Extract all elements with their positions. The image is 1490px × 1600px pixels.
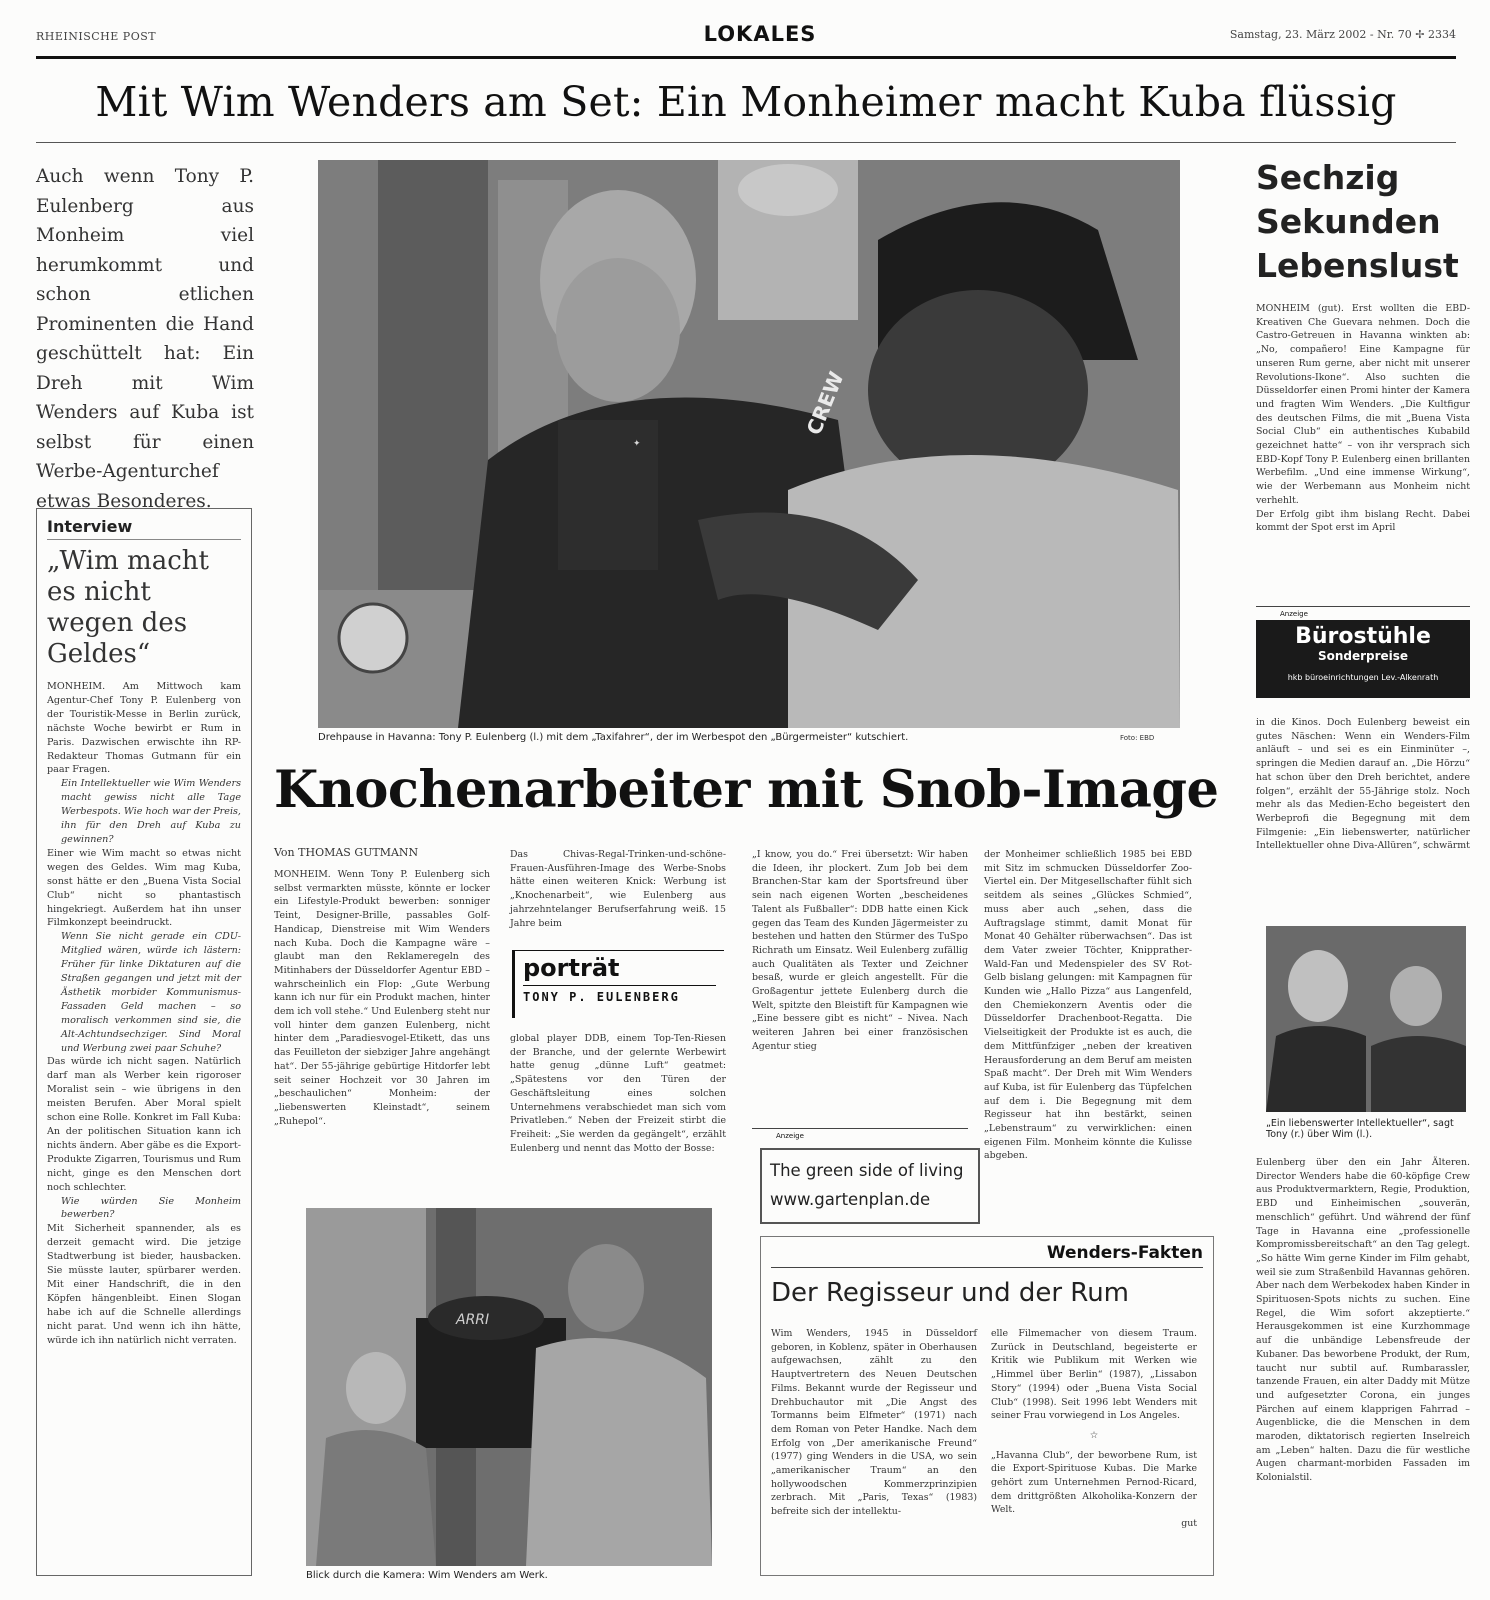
article-column-2-continued: global player DDB, einem Top-Ten-Riesen der Branche, und der gelernte Werbewirt hatte genug „dünne Luft“ geatmet: „Spätestens vor den Türen der Geschäftsleitung eines solchen Unternehmens verabschiedet man sich vom Privatleben.“ Neben der Freizeit stirbt die Freiheit: „Sie werden da gegängelt“, erzählt Eulenberg und nennt das Motto der Bosse: [510, 1033, 726, 1154]
interview-tag: Interview [47, 517, 241, 540]
camera-photo [306, 1208, 712, 1566]
interview-question: Wie würden Sie Monheim bewerben? [61, 1195, 241, 1221]
gartenplan-ad[interactable] [760, 1148, 980, 1224]
main-photo-illustration [318, 160, 1180, 728]
portrait-rule [523, 985, 716, 986]
sidebar-paragraph-1 [1256, 302, 1470, 535]
portrait-name: TONY P. EULENBERG [523, 990, 680, 1004]
wenders-facts-box [760, 1236, 1214, 1576]
article-headline: Knochenarbeiter mit Snob-Image [274, 760, 1219, 820]
interview-paragraph: MONHEIM. Am Mittwoch kam Agentur-Chef Tony P. Eulenberg von der Touristik-Messe in Berlin zurück, nächste Woche bewirbt er Rum in Paris. Dazwischen erwischte ihn RP-Redakteur Thomas Gutmann für ein paar Fragen. [47, 681, 241, 776]
interview-answer: Das würde ich nicht sagen. Natürlich darf man als Werber kein rigoroser Moralist sein – wie übrigens in den meisten Berufen. Aber Moral spielt schon eine Rolle. Konkret im Fall Kuba: An der politischen Situation kann ich nichts ändern. Aber gäbe es die Export-Produkte Zigarren, Tourismus und Rum nicht, ginge es den Menschen dort noch schlechter. [47, 1056, 241, 1193]
sidebar-paragraph-2: in die Kinos. Doch Eulenberg beweist ein gutes Näschen: Wenn ein Wenders-Film anläuft – und sei es ein Einminüter –, springen die Medien darauf an. „Die Hörzu“ hat schon über den Dreh berichtet, andere folgen“, erzählt der 55-Jährige stolz. Noch mehr als das Medien-Echo begeistert den Werbeprofi die Begegnung mit dem Filmgenie: „Ein liebenswerter, natürlicher Intellektueller ohne Diva-Allüren“, schwärmt [1256, 717, 1470, 852]
sidebar-photo-caption: „Ein liebenswerter Intellektueller“, sagt Tony (r.) über Wim (l.). [1266, 1118, 1454, 1140]
crew-shirt-text: CREW [801, 368, 849, 439]
article-column-2: Das Chivas-Regal-Trinken-und-schöne-Frauen-Ausführen-Image des Werbe-Snobs hätte einen weiteren Knick: Werbung ist „Knochenarbeit“, wie Eulenberg aus jahrzehntelanger Berufserfahrung weiß. 15 Jahre beim [510, 849, 726, 929]
sidebar-text: MONHEIM (gut). Erst wollten die EBD-Kreativen Che Guevara nehmen. Doch die Castro-Getreuen in Havanna winkten ab: „No, compañero! Eine Kampagne für unseren Rum gerne, aber nicht mit unserer Revolutions-Ikone“. Also suchten die Düsseldorfer einen Promi hinter der Kamera und fragten Wim Wenders. „Die Kultfigur des deutschen Films, die mit „Buena Vista Social Club“ ein authentisches Kubabild gezeichnet hatte“ – von ihr versprach sich EBD-Kopf Tony P. Eulenberg einen brillanten Werbefilm. „Und eine immense Wirkung“, wie der Werbemann aus Monheim nicht verhehlt. [1256, 303, 1470, 506]
lead-paragraph: Auch wenn Tony P. Eulenberg aus Monheim viel herumkommt und schon etlichen Prominenten die Hand geschüttelt hat: Ein Dreh mit Wim Wenders auf Kuba ist selbst für einen Werbe-Agenturchef etwas Besonderes. [36, 166, 254, 512]
section-title: LOKALES [703, 22, 817, 46]
interview-answer: Einer wie Wim macht so etwas nicht wegen des Geldes. Wim mag Kuba, sonst hätte er den „Buena Vista Social Club“ nicht so phantastisch hingekriegt. Außerdem hat ihn unser Filmkonzept beeindruckt. [47, 847, 241, 929]
ad-label: Anzeige [772, 1132, 808, 1140]
sidebar-ad-divider [1256, 606, 1470, 618]
portrait-box [512, 950, 724, 1018]
interview-body [47, 680, 241, 1348]
facts-text: elle Filmemacher von diesem Traum. Zurück in Deutschland, begeisterte er Kritik wie Publikum mit Werken wie „Himmel über Berlin“ (1987), „Lissabon Story“ (1994) oder „Buena Vista Social Club“ (1998). Seit 1996 lebt Wenders mit seiner Frau vorwiegend in Los Angeles. [991, 1328, 1197, 1422]
interview-title: „Wim macht es nicht wegen des Geldes“ [47, 546, 209, 669]
sidebar-photo [1266, 926, 1466, 1112]
star-icon: ☆ [1089, 1429, 1099, 1441]
camera-brand: ARRI [456, 1312, 490, 1328]
interview-box [36, 508, 252, 1576]
facts-tag: Wenders-Fakten [771, 1237, 1203, 1268]
sidebar-photo-illustration [1266, 926, 1466, 1112]
ad-line-2: www.gartenplan.de [770, 1190, 931, 1209]
interview-question: Wenn Sie nicht gerade ein CDU-Mitglied wären, würde ich lästern: Früher für linke Diktaturen auf die Straßen gegangen und jetzt mit der Ästhetik morbider Kommunismus-Fassaden Geld machen – so moralisch verkommen sind sie, die Alt-Achtundsechziger. Sind Moral und Werbung zwei paar Schuhe? [61, 931, 241, 1054]
header-rule [36, 56, 1456, 59]
ad-subtitle: Sonderpreise [1317, 649, 1409, 663]
ad-title: Bürostühle [1295, 624, 1431, 649]
buerostuehle-ad[interactable] [1256, 620, 1470, 698]
sidebar-ad-label: Anzeige [1276, 610, 1312, 618]
facts-column-2 [991, 1327, 1197, 1531]
sidebar-text: Der Erfolg gibt ihm bislang Recht. Dabei kommt der Spot erst im April [1256, 508, 1470, 534]
sidebar-headline: Sechzig Sekunden Lebenslust [1256, 158, 1459, 285]
facts-column-1: Wim Wenders, 1945 in Düsseldorf geboren, in Koblenz, später in Oberhausen aufgewachsen, zählt zu den Hauptvertretern des Neuen Deutschen Films. Bekannt wurde der Regisseur und Drehbuchautor mit „Die Angst des Tormanns beim Elfmeter“ (1971) nach dem Roman von Peter Handke. Nach dem Erfolg von „Der amerikanische Freund“ (1977) ging Wenders in die USA, wo sein „amerikanischer Traum“ an den hollywoodschen Kommerzprinzipien zerbrach. Mit „Paris, Texas“ (1983) befreite sich der intellektu- [771, 1328, 977, 1518]
facts-text-rum: „Havanna Club“, der beworbene Rum, ist die Export-Spirituose Kubas. Die Marke gehört zum Unternehmen Pernod-Ricard, dem drittgrößten Alkoholika-Konzern der Welt. [991, 1449, 1197, 1516]
article-column-3: „I know, you do.“ Frei übersetzt: Wir haben die Ideen, ihr plockert. Zum Job bei dem Branchen-Star kam der Sportsfreund über sein nach eigenen Worten „bescheidenes Talent als Fußballer“: DDB hatte einen Kick gegen das Team des Kunden Jägermeister zu bestehen und hatten den Stürmer des TuSpo Richrath um Einsatz. Weil Eulenberg zufällig auch Qualitäten als Texter und Zeichner besaß, wurde er gleich angestellt. Für die Großagentur jettete Eulenberg durch die Welt, spitzte den Bleistift für Kampagnen wie „Eine bessere gibt es nicht“ – Nivea. Nach weiteren Jahren bei einer französischen Agentur stieg [752, 849, 968, 1052]
article-column-4: der Monheimer schließlich 1985 bei EBD mit Sitz im schmucken Düsseldorfer Zoo-Viertel ein. Der Mitgesellschafter fühlt sich seitdem als seines „Glückes Schmied“, muss aber auch „sehen, dass die Auftragslage stimmt, damit Monat für Monat 40 Gehälter rüberwachsen“. Das ist dem Vater zweier Töchter, Knipprather-Wald-Fan und Medenspieler des SV Rot-Gelb bislang gelungen: mit Kampagnen für Kunden wie „Hallo Pizza“ aus Langenfeld, den Chemiekonzern Aventis oder die Düsseldorfer Drachenboot-Regatta. Die Vielseitigkeit der Produkte ist es auch, die dem Mittfünfziger „neben der kreativen Herausforderung an dem Beruf am meisten Spaß macht“. Der Dreh mit Wim Wenders auf Kuba, ist für Eulenberg das Tüpfelchen auf dem i. Die Begegnung mit dem Regisseur hat ihn bestärkt, seinen „Lebenstraum“ zu verwirklichen: einen eigenen Film. Monheim könnte die Kulisse abgeben. [984, 849, 1192, 1162]
headline-rule [36, 142, 1456, 143]
facts-signature: gut [1181, 1518, 1197, 1530]
main-photo-caption: Drehpause in Havanna: Tony P. Eulenberg (l.) mit dem „Taxifahrer“, der im Werbespot den „Bürgermeister“ kutschiert. [318, 732, 909, 743]
main-photo [318, 160, 1180, 728]
sidebar-paragraph-3: Eulenberg über den ein Jahr Älteren. Director Wenders habe die 60-köpfige Crew aus Produktvermarktern, Regie, Produktion, EBD und Einheimischen „souverän, menschlich“ geführt. Und während der fünf Tage in Havanna eine „professionelle Kompromissbereitschaft“ an den Tag gelegt. „So hätte Wim gerne Kinder im Film gehabt, weil sie zum Straßenbild Havannas gehören. Aber nach dem Werbekodex haben Kinder in Spirituosen-Spots nichts zu suchen. Eine Regel, die Wim sofort akzeptierte.“ Herausgekommen ist eine Kurzhommage auf die unbändige Lebensfreude der Kubaner. Das beworbene Produkt, der Rum, taucht nur subtil auf. Rumbarassler, tanzende Frauen, ein alter Daddy mit Mütze und aufgesetzter Corona, ein junges Pärchen auf einem klapprigen Fahrrad – Augenblicke, die die Menschen in dem maroden, diktatorisch regierten Inselreich am „Leben“ halten. Dazu die für westliche Augen charmant-morbiden Fassaden im Kolonialstil. [1256, 1157, 1470, 1484]
ad-footer: hkb büroeinrichtungen Lev.-Alkenrath [1287, 673, 1439, 682]
dateline: Samstag, 23. März 2002 - Nr. 70 ✢ 2334 [1229, 28, 1456, 41]
ad-line-1: The green side of living [770, 1161, 964, 1180]
byline: Von THOMAS GUTMANN [274, 846, 419, 859]
article-column-1: MONHEIM. Wenn Tony P. Eulenberg sich selbst vermarkten müsste, könnte er locker ein Lifestyle-Produkt bewerben: sonniger Teint, Designer-Brille, passables Golf-Handicap, Dienstreise mit Wim Wenders nach Kuba. Doch die Kampagne wäre – glaubt man den Reklameregeln des Mitinhabers der Düsseldorfer Agentur EBD – wahrscheinlich ein Flop: „Gute Werbung kann ich nur für ein Produkt machen, hinter dem ich voll stehe.“ Und Eulenberg steht nur voll hinter dem ganzen Eulenberg, nicht hinter dem „Paradiesvogel-Etikett, das uns das Feuilleton der siebziger Jahre angehängt hat“. Der 55-jährige gebürtige Hitdorfer lebt seit seiner Hochzeit vor 30 Jahren im „beschaulichen“ Monheim: der „liebenswerten Kleinstadt“, seinem „Ruhepol“. [274, 869, 490, 1127]
ad-divider [752, 1128, 968, 1140]
camera-photo-illustration [306, 1208, 712, 1566]
interview-question: Ein Intellektueller wie Wim Wenders macht gewiss nicht alle Tage Werbespots. Wie hoch war der Preis, ihn für den Dreh auf Kuba zu gewinnen? [61, 778, 241, 845]
shirt-logo: ✦ [633, 439, 641, 449]
portrait-title: porträt [523, 954, 620, 982]
camera-photo-caption: Blick durch die Kamera: Wim Wenders am Werk. [306, 1570, 548, 1581]
photo-credit: Foto: EBD [1120, 734, 1155, 742]
page-headline: Mit Wim Wenders am Set: Ein Monheimer macht Kuba flüssig [95, 78, 1397, 126]
interview-answer: Mit Sicherheit spannender, als es derzeit gemacht wird. Die jetzige Stadtwerbung ist bieder, hausbacken. Sie müsste lauter, spürbarer werden. Mit einer Handschrift, die in den Köpfen hängenbleibt. Einen Slogan habe ich auf die Schnelle allerdings nicht parat. Und wenn ich ihn hätte, würde ich ihn natürlich nicht verraten. [47, 1223, 241, 1346]
paper-name: RHEINISCHE POST [36, 30, 157, 43]
facts-title: Der Regisseur und der Rum [771, 1278, 1129, 1308]
